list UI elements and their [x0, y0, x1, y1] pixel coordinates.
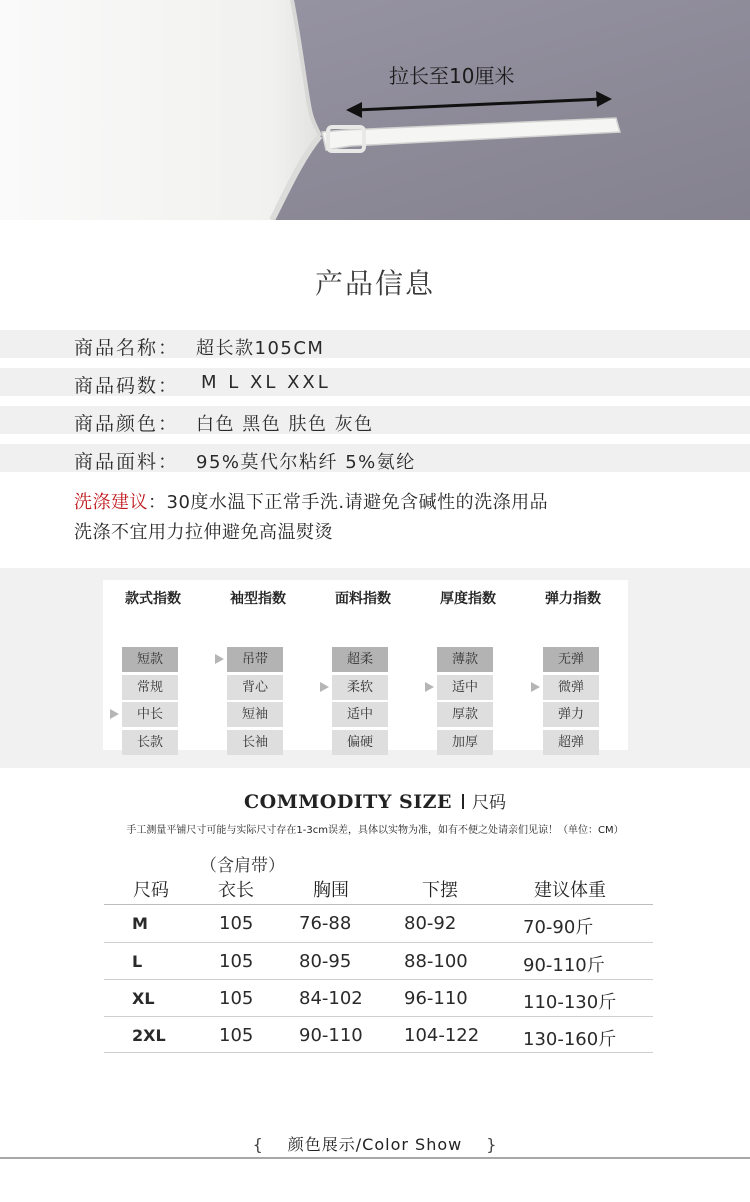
cell-chest: 76-88 [299, 913, 352, 934]
info-label: 商品码数： [74, 375, 180, 397]
cell-hem: 88-100 [404, 951, 468, 972]
wash-advice-line-2: 洗涤不宜用力拉伸避免高温熨烫 [74, 522, 333, 543]
cell-length: 105 [219, 988, 254, 1009]
info-row-fabric [0, 444, 750, 472]
selected-arrow-icon [215, 654, 224, 664]
index-column-title: 款式指数 [125, 591, 181, 607]
index-option: 偏硬 [332, 730, 388, 755]
index-option: 短袖 [227, 702, 283, 727]
selected-arrow-icon [110, 709, 119, 719]
info-value: M L XL XXL [201, 372, 331, 393]
index-column-title: 厚度指数 [440, 591, 496, 607]
index-option: 适中 [332, 702, 388, 727]
cell-hem: 104-122 [404, 1025, 480, 1046]
wash-advice-line-1 [74, 488, 548, 514]
index-option: 长袖 [227, 730, 283, 755]
index-option: 超弹 [543, 730, 599, 755]
index-option: 微弹 [543, 675, 599, 700]
wash-advice-text: ：30度水温下正常手洗.请避免含碱性的洗涤用品 [148, 492, 549, 513]
info-value: 白色 黑色 肤色 灰色 [196, 414, 374, 435]
selected-arrow-icon [320, 682, 329, 692]
header-weight: 建议体重 [534, 880, 606, 901]
cell-chest: 90-110 [299, 1025, 363, 1046]
info-value: 超长款105CM [196, 338, 325, 359]
index-option: 中长 [122, 702, 178, 727]
index-option: 加厚 [437, 730, 493, 755]
index-option: 薄款 [437, 647, 493, 672]
cell-hem: 80-92 [404, 913, 457, 934]
index-option: 柔软 [332, 675, 388, 700]
index-option: 弹力 [543, 702, 599, 727]
info-row-name [0, 330, 750, 358]
index-option: 长款 [122, 730, 178, 755]
bottom-divider [0, 1157, 750, 1159]
product-photo [0, 0, 750, 220]
index-option: 背心 [227, 675, 283, 700]
index-panel [103, 580, 628, 750]
cell-size: 2XL [132, 1026, 166, 1045]
header-size: 尺码 [133, 880, 169, 901]
cell-weight: 130-160斤 [523, 1029, 617, 1050]
size-title [0, 788, 750, 813]
cell-weight: 70-90斤 [523, 917, 594, 938]
table-divider [104, 979, 653, 980]
index-option: 适中 [437, 675, 493, 700]
header-length: 衣长 [218, 880, 254, 901]
index-option: 吊带 [227, 647, 283, 672]
title-divider [462, 794, 464, 809]
cell-length: 105 [219, 1025, 254, 1046]
index-option: 常规 [122, 675, 178, 700]
cell-size: XL [132, 989, 155, 1008]
index-option: 无弹 [543, 647, 599, 672]
index-band [0, 568, 750, 768]
index-column-title: 袖型指数 [230, 591, 286, 607]
cell-size: L [132, 952, 143, 971]
info-value: 95%莫代尔粘纤 5%氨纶 [196, 452, 416, 473]
table-divider [104, 1016, 653, 1017]
strap-illustration [0, 0, 750, 220]
index-option: 厚款 [437, 702, 493, 727]
cell-length: 105 [219, 951, 254, 972]
info-label: 商品颜色： [74, 413, 180, 435]
table-divider [104, 904, 653, 905]
selected-arrow-icon [425, 682, 434, 692]
color-show-heading [0, 1132, 750, 1155]
brace-left: { [252, 1135, 264, 1154]
cell-weight: 110-130斤 [523, 992, 617, 1013]
cell-weight: 90-110斤 [523, 955, 605, 976]
cell-chest: 80-95 [299, 951, 352, 972]
header-chest: 胸围 [313, 880, 349, 901]
info-label: 商品名称： [74, 337, 180, 359]
table-divider [104, 942, 653, 943]
wash-advice-label: 洗涤建议 [74, 492, 148, 513]
info-label: 商品面料： [74, 451, 180, 473]
info-row-colors [0, 406, 750, 434]
info-row-sizes [0, 368, 750, 396]
index-option: 短款 [122, 647, 178, 672]
length-header-sub: （含肩带） [200, 856, 285, 876]
strap-caption: 拉长至10厘米 [389, 64, 515, 88]
cell-hem: 96-110 [404, 988, 468, 1009]
info-title: 产品信息 [314, 267, 435, 300]
header-hem: 下摆 [422, 880, 458, 901]
cell-chest: 84-102 [299, 988, 363, 1009]
index-column-title: 弹力指数 [545, 591, 601, 607]
size-note: 手工测量平铺尺寸可能与实际尺寸存在1-3cm误差，具体以实物为准，如有不便之处请亲们见谅！（单位：CM） [126, 825, 624, 836]
cell-size: M [132, 914, 148, 933]
index-column-title: 面料指数 [335, 591, 391, 607]
size-title-en: COMMODITY SIZE [244, 791, 452, 813]
cell-length: 105 [219, 913, 254, 934]
size-title-cn: 尺码 [471, 793, 506, 813]
index-option: 超柔 [332, 647, 388, 672]
selected-arrow-icon [531, 682, 540, 692]
brace-right: } [486, 1135, 498, 1154]
table-divider [104, 1052, 653, 1053]
color-show-label: 颜色展示/Color Show [287, 1135, 463, 1154]
